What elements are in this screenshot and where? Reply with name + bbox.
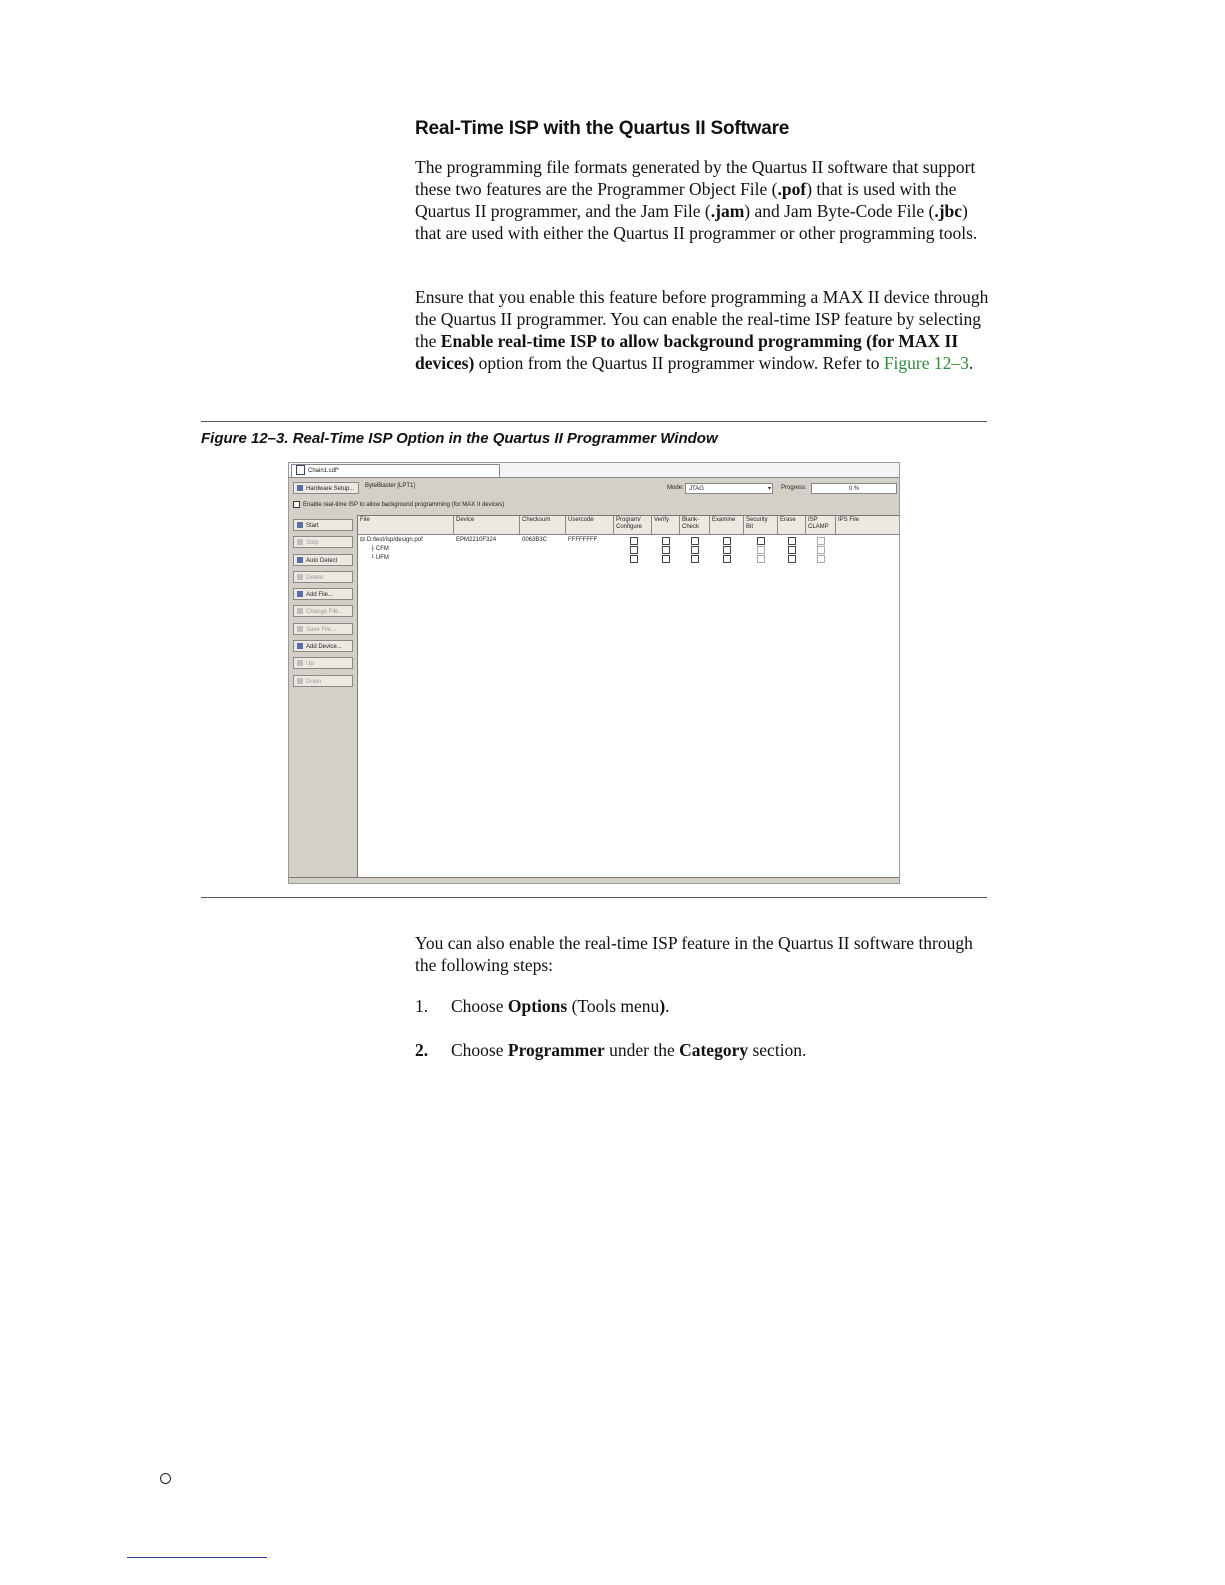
auto-detect-button[interactable] (293, 554, 353, 566)
auto-detect-label: Auto Detect (306, 558, 338, 564)
delete-label: Delete (306, 575, 324, 581)
enable-isp-option[interactable] (293, 501, 504, 508)
table-row[interactable] (358, 554, 900, 563)
auto-detect-icon (297, 557, 303, 563)
start-button[interactable] (293, 519, 353, 531)
para1-text-1: The programming file formats generated by the Quartus II software that support these two features are the Programmer Object File ( (415, 157, 976, 199)
column-erase[interactable]: Erase (778, 516, 806, 534)
mode-label: Mode: (667, 485, 684, 491)
add-file-label: Add File... (306, 592, 334, 598)
column-checksum[interactable]: Checksum (520, 516, 566, 534)
save-file-label: Save File... (306, 627, 337, 633)
column-security-bit[interactable]: Security Bit (744, 516, 778, 534)
step-text: section. (748, 1040, 807, 1060)
side-button-panel (289, 515, 357, 875)
file-cell (370, 554, 454, 563)
step-category: Category (679, 1040, 749, 1060)
security-bit-checkbox[interactable] (757, 537, 765, 545)
stop-icon (297, 539, 303, 545)
verify-checkbox[interactable] (662, 546, 670, 554)
step-bold-paren: ) (659, 996, 666, 1016)
add-device-label: Add Device... (306, 644, 342, 650)
para2-text-3: . (968, 353, 974, 373)
usercode-cell: FFFFFFFF (568, 537, 598, 543)
start-label: Start (306, 523, 319, 529)
file-cell (370, 545, 454, 554)
isp-clamp-checkbox[interactable] (817, 555, 825, 563)
column-usercode[interactable]: Usercode (566, 516, 614, 534)
step-number: 2. (415, 1040, 429, 1060)
mode-value: JTAG (689, 486, 704, 492)
blank-check-checkbox[interactable] (691, 537, 699, 545)
chevron-down-icon: ▾ (767, 486, 771, 492)
column-file[interactable]: File (358, 516, 454, 534)
erase-checkbox[interactable] (788, 555, 796, 563)
tab-bar (289, 463, 899, 478)
file-cell (360, 536, 454, 545)
column-ips-file[interactable]: IPS File (838, 517, 860, 523)
step-1 (415, 996, 670, 1017)
isp-clamp-checkbox[interactable] (817, 537, 825, 545)
table-row[interactable] (358, 536, 900, 545)
checksum-cell: 0063B3C (522, 537, 548, 543)
tab-label: Chain1.cdf* (308, 468, 340, 474)
step-text: (Tools menu (567, 996, 660, 1016)
down-label: Down (306, 679, 322, 685)
security-bit-checkbox[interactable] (757, 555, 765, 563)
save-file-button[interactable] (293, 623, 353, 635)
stop-label: Stop (306, 540, 319, 546)
step-2 (415, 1040, 806, 1061)
examine-checkbox[interactable] (723, 537, 731, 545)
footer-link-line (127, 1557, 267, 1558)
enable-isp-checkbox[interactable] (293, 501, 300, 508)
paragraph-file-formats (415, 156, 990, 244)
figure-caption: Figure 12–3. Real-Time ISP Option in the Quartus II Programmer Window (201, 430, 718, 447)
add-file-button[interactable] (293, 588, 353, 600)
para1-jbc: .jbc (934, 201, 963, 221)
save-file-icon (297, 626, 303, 632)
document-icon (296, 465, 305, 475)
para2-text-2: option from the Quartus II programmer window. Refer to (474, 353, 884, 373)
examine-checkbox[interactable] (723, 546, 731, 554)
step-text: under the (604, 1040, 680, 1060)
para1-text-3: ) and Jam Byte-Code File ( (744, 201, 935, 221)
paragraph-steps-intro: You can also enable the real-time ISP feature in the Quartus II software through the following steps: (415, 933, 973, 975)
device-cell: EPM2210F324 (456, 537, 497, 543)
hardware-setup-label: Hardware Setup... (306, 486, 355, 492)
program-checkbox[interactable] (630, 546, 638, 554)
figure-top-rule (201, 421, 987, 422)
down-button[interactable] (293, 675, 353, 687)
mode-select[interactable] (685, 483, 773, 494)
para1-text-2: ) that is used with the Quartus II programmer, and the Jam File ( (415, 179, 957, 221)
hardware-setup-button[interactable] (293, 482, 359, 494)
para1-text-4: ) that are used with either the Quartus II programmer or other programming tools. (415, 201, 978, 243)
table-header (358, 516, 900, 535)
add-device-button[interactable] (293, 640, 353, 652)
column-blank-check[interactable]: Blank- Check (680, 516, 710, 534)
column-verify[interactable]: Verify (652, 516, 680, 534)
column-program-configure[interactable]: Program/ Configure (614, 516, 652, 534)
programmer-window (288, 462, 900, 884)
program-checkbox[interactable] (630, 537, 638, 545)
toolbar (289, 479, 899, 497)
verify-checkbox[interactable] (662, 537, 670, 545)
erase-checkbox[interactable] (788, 546, 796, 554)
progress-value: 0 % (848, 486, 860, 492)
examine-checkbox[interactable] (723, 555, 731, 563)
change-file-button[interactable] (293, 605, 353, 617)
column-examine[interactable]: Examine (710, 516, 744, 534)
step-number: 1. (415, 996, 429, 1016)
para1-pof: .pof (777, 179, 807, 199)
blank-check-checkbox[interactable] (691, 555, 699, 563)
paragraph-enable-feature (415, 286, 990, 374)
change-file-icon (297, 608, 303, 614)
para1-jam: .jam (710, 201, 745, 221)
tree-expander-icon[interactable]: ⊟ (360, 537, 367, 543)
down-arrow-icon (297, 678, 303, 684)
file-name: D:/test/isp/design.pof (366, 537, 423, 543)
device-table (357, 515, 900, 879)
step-menu-item: Options (507, 996, 568, 1016)
up-button[interactable] (293, 657, 353, 669)
column-device[interactable]: Device (454, 516, 520, 534)
progress-label: Progress: (781, 485, 807, 491)
security-bit-checkbox[interactable] (757, 546, 765, 554)
enable-isp-label: Enable real-time ISP to allow background programming (for MAX II devices) (303, 502, 505, 509)
tab-chain[interactable] (291, 464, 500, 477)
step-menu-item: Programmer (507, 1040, 605, 1060)
footer-circle-icon (160, 1473, 171, 1484)
file-name: CFM (375, 546, 389, 552)
para2-option-name: Enable real-time ISP to allow background programming (for MAX II devices) (415, 331, 959, 373)
tree-branch-icon: ├ (370, 546, 376, 552)
step-text: . (665, 996, 670, 1016)
erase-checkbox[interactable] (788, 537, 796, 545)
column-isp-clamp[interactable]: ISP CLAMP (806, 516, 836, 534)
add-file-icon (297, 591, 303, 597)
section-title: Real-Time ISP with the Quartus II Software (415, 118, 790, 139)
stop-button[interactable] (293, 536, 353, 548)
hardware-value: ByteBlaster [LPT1] (365, 483, 416, 489)
change-file-label: Change File... (306, 609, 344, 615)
verify-checkbox[interactable] (662, 555, 670, 563)
up-label: Up (306, 661, 314, 667)
table-row[interactable] (358, 545, 900, 554)
para2-text-1: Ensure that you enable this feature before programming a MAX II device through the Quartus II programmer. You can enable the real-time ISP feature by selecting the (415, 287, 989, 351)
delete-button[interactable] (293, 571, 353, 583)
hardware-icon (297, 485, 303, 491)
up-arrow-icon (297, 660, 303, 666)
add-device-icon (297, 643, 303, 649)
start-icon (297, 522, 303, 528)
program-checkbox[interactable] (630, 555, 638, 563)
blank-check-checkbox[interactable] (691, 546, 699, 554)
window-status-bar (289, 877, 899, 884)
isp-clamp-checkbox[interactable] (817, 546, 825, 554)
step-text: Choose (451, 1040, 508, 1060)
progress-field (811, 483, 897, 494)
file-name: UFM (375, 555, 389, 561)
tree-branch-icon: └ (370, 555, 376, 561)
delete-icon (297, 574, 303, 580)
figure-link[interactable]: Figure 12–3 (883, 353, 969, 373)
step-text: Choose (451, 996, 508, 1016)
figure-bottom-rule (201, 897, 987, 898)
